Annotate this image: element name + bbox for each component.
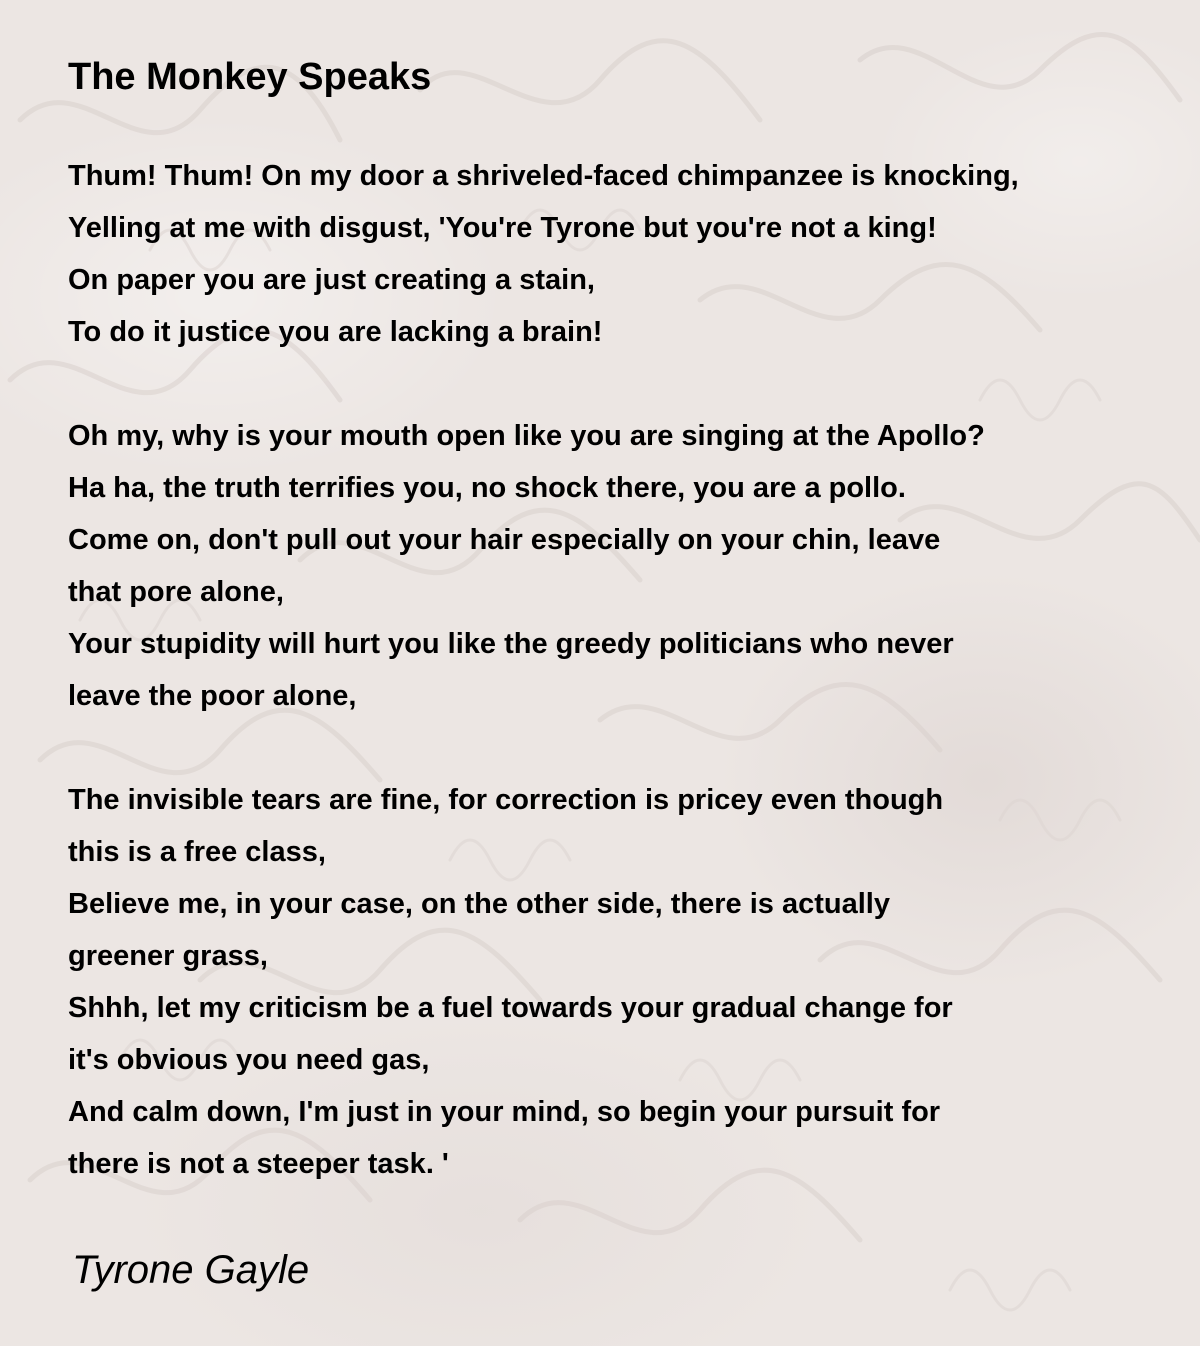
stanza-gap	[68, 722, 1168, 774]
poem-line: Shhh, let my criticism be a fuel towards your gradual change for	[68, 992, 953, 1024]
poem-line: greener grass,	[68, 940, 268, 972]
poem-body	[68, 150, 1168, 1190]
stanza-1	[68, 150, 1168, 358]
poem-line: Come on, don't pull out your hair especially on your chin, leave	[68, 524, 941, 556]
poem-title: The Monkey Speaks	[68, 56, 432, 98]
poem-line: Thum! Thum! On my door a shriveled-faced chimpanzee is knocking,	[68, 160, 1019, 192]
poem-line: On paper you are just creating a stain,	[68, 264, 595, 296]
poem-line: And calm down, I'm just in your mind, so begin your pursuit for	[68, 1096, 941, 1128]
poem-line: The invisible tears are fine, for correction is pricey even though	[68, 784, 944, 816]
poem-line: this is a free class,	[68, 836, 326, 868]
poem-line: leave the poor alone,	[68, 680, 357, 712]
stanza-2	[68, 410, 1168, 722]
poem-author: Tyrone Gayle	[72, 1248, 310, 1292]
poem-line: that pore alone,	[68, 576, 284, 608]
poem-line: it's obvious you need gas,	[68, 1044, 430, 1076]
stanza-3	[68, 774, 1168, 1190]
poem-line: Oh my, why is your mouth open like you are singing at the Apollo?	[68, 420, 985, 452]
poem-line: To do it justice you are lacking a brain!	[68, 316, 603, 348]
poem-line: Ha ha, the truth terrifies you, no shock there, you are a pollo.	[68, 472, 906, 504]
poem-line: Believe me, in your case, on the other side, there is actually	[68, 888, 890, 920]
stanza-gap	[68, 358, 1168, 410]
poem-line: there is not a steeper task. '	[68, 1148, 449, 1180]
poem-line: Yelling at me with disgust, 'You're Tyrone but you're not a king!	[68, 212, 937, 244]
poem-line: Your stupidity will hurt you like the greedy politicians who never	[68, 628, 954, 660]
